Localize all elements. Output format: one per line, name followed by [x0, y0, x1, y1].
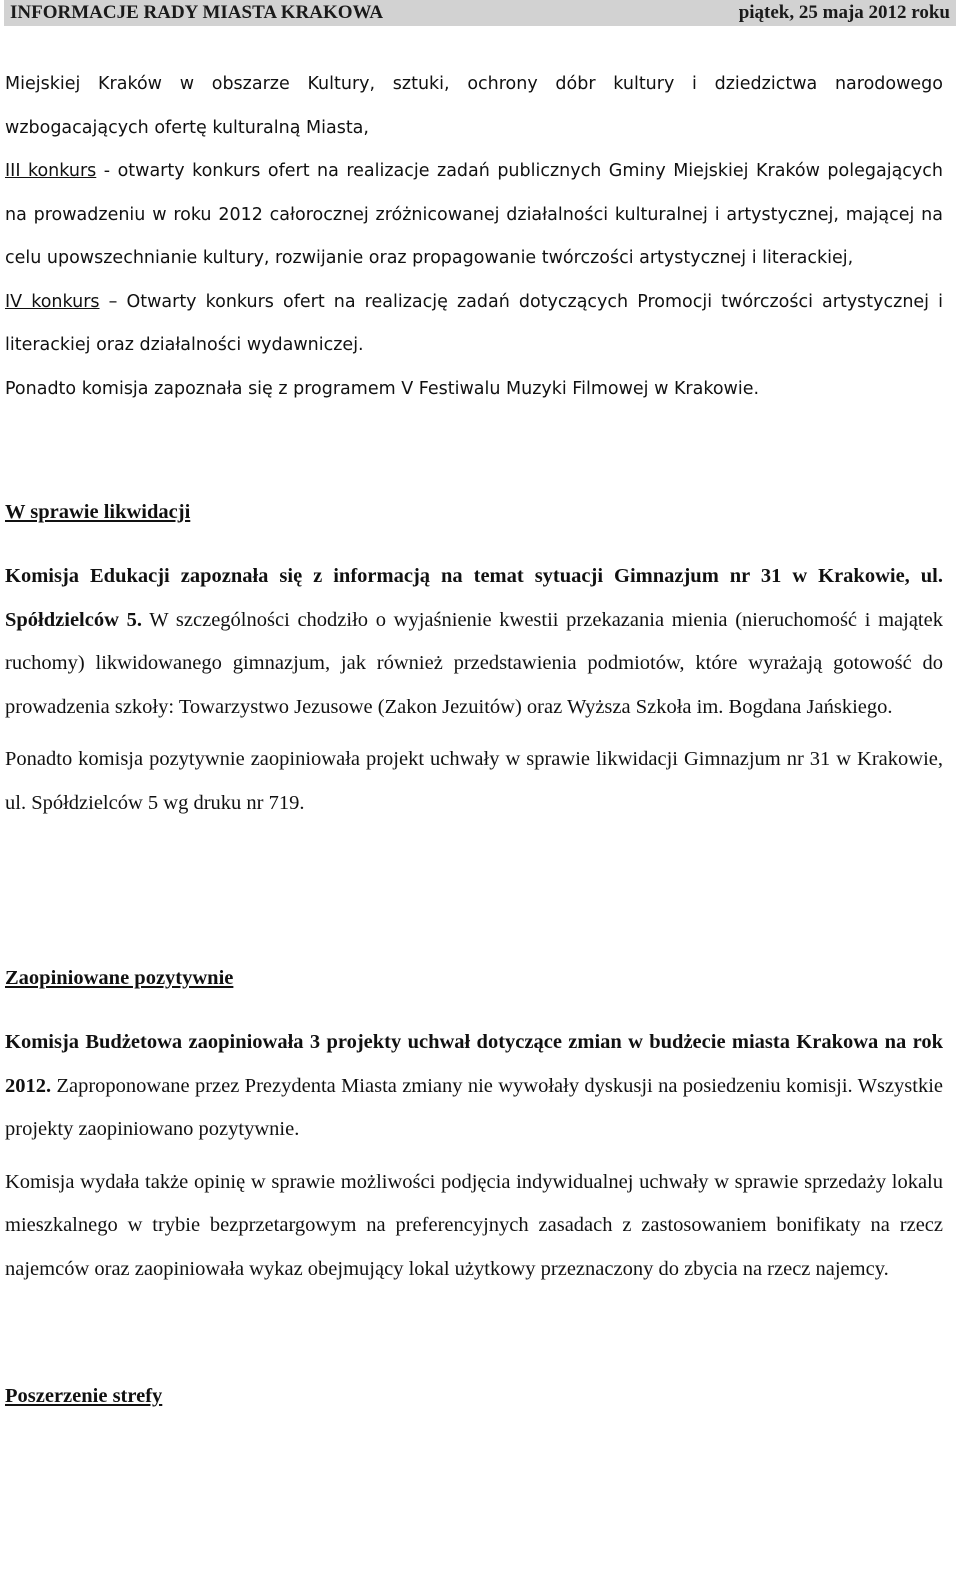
section-heading-strefa: Poszerzenie strefy	[5, 1385, 163, 1407]
konkurs-iv-text: – Otwarty konkurs ofert na realizację zadań dotyczących Promocji twórczości artystycznej i literackiej oraz działalności wydawniczej.	[5, 291, 943, 355]
konkurs-iv-label: IV konkurs	[5, 291, 100, 312]
budzet-lead: Komisja Budżetowa zaopiniowała 3 projekty uchwał dotyczące zmian w budżecie miasta Krakowa na rok 2012.	[5, 1031, 943, 1097]
konkurs-iii-text: - otwarty konkurs ofert na realizacje zadań publicznych Gminy Miejskiej Kraków polegających na prowadzeniu w roku 2012 całorocznej zróżnicowanej działalności kulturalnej i artystycznej, mającej na celu upowszechnianie kultury, rozwijanie oraz propagowanie twórczości artystycznej i literackiej,	[5, 161, 943, 268]
likwidacja-opinion-paragraph: Ponadto komisja pozytywnie zaopiniowała projekt uchwały w sprawie likwidacji Gimnazjum nr 31 w Krakowie, ul. Spółdzielców 5 wg druku nr 719.	[5, 748, 943, 814]
konkurs-iii-paragraph	[5, 150, 943, 281]
budzet-text: Zaproponowane przez Prezydenta Miasta zmiany nie wywołały dyskusji na posiedzeniu komisji. Wszystkie projekty zaopiniowano pozytywnie.	[5, 1074, 943, 1140]
konkurs-iii-label: III konkurs	[5, 161, 97, 181]
edukacja-paragraph	[5, 555, 943, 729]
header-title: INFORMACJE RADY MIASTA KRAKOWA	[10, 2, 384, 23]
culture-paragraph: Miejskiej Kraków w obszarze Kultury, sztuki, ochrony dóbr kultury i dziedzictwa narodowego wzbogacających ofertę kulturalną Miasta,	[5, 74, 943, 138]
festival-paragraph: Ponadto komisja zapoznała się z programem V Festiwalu Muzyki Filmowej w Krakowie.	[5, 378, 760, 399]
section-heading-likwidacja: W sprawie likwidacji	[5, 501, 191, 523]
page-header	[4, 0, 956, 26]
konkurs-iv-paragraph	[5, 281, 943, 368]
document-body	[5, 63, 943, 1409]
opinia-paragraph: Komisja wydała także opinię w sprawie możliwości podjęcia indywidualnej uchwały w sprawie sprzedaży lokalu mieszkalnego w trybie bezprzetargowym na preferencyjnych zasadach z zastosowaniem bonifikaty na rzecz najemców oraz zaopiniowała wykaz obejmujący lokal użytkowy przeznaczony do zbycia na rzecz najemcy.	[5, 1170, 943, 1280]
budzet-paragraph	[5, 1021, 943, 1152]
edukacja-text: W szczególności chodziło o wyjaśnienie kwestii przekazania mienia (nieruchomość i majątek ruchomy) likwidowanego gimnazjum, jak również przedstawienia podmiotów, które wyrażają gotowość do prowadzenia szkoły: Towarzystwo Jezusowe (Zakon Jezuitów) oraz Wyższa Szkoła im. Bogdana Jańskiego.	[5, 608, 943, 718]
section-heading-zaopiniowane: Zaopiniowane pozytywnie	[5, 967, 234, 989]
edukacja-lead: Komisja Edukacji zapoznała się z informacją na temat sytuacji Gimnazjum nr 31 w Krakowie, ul. Spółdzielców 5.	[5, 565, 943, 631]
header-date: piątek, 25 maja 2012 roku	[738, 2, 950, 23]
